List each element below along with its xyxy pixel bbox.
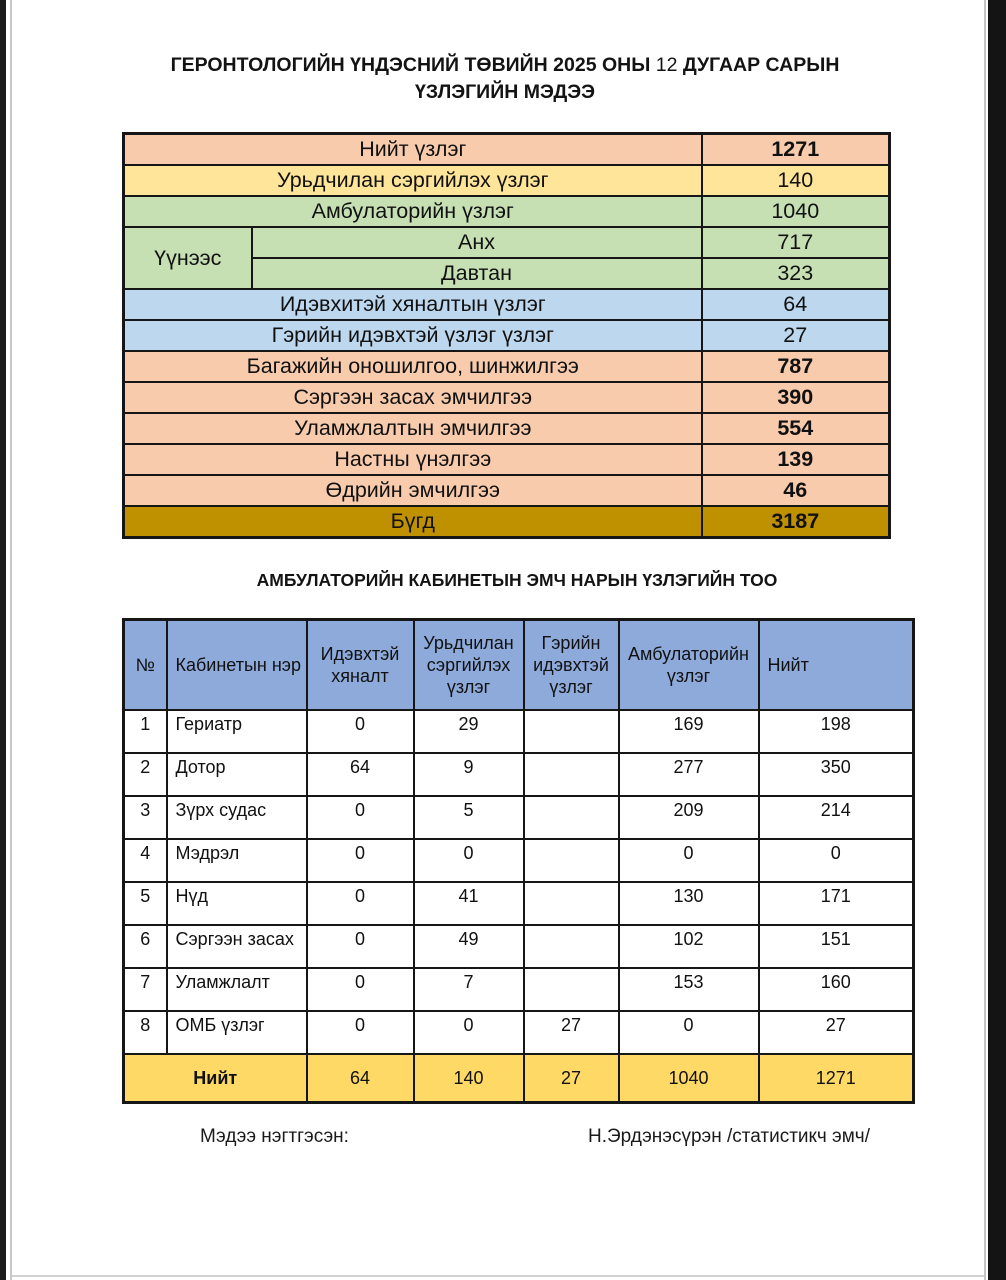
table-row bbox=[124, 796, 914, 839]
cell-no: 3 bbox=[124, 796, 167, 839]
cell-home bbox=[524, 710, 619, 753]
cell-home bbox=[524, 968, 619, 1011]
table-row bbox=[124, 196, 890, 227]
title-line2: ҮЗЛЭГИЙН МЭДЭЭ bbox=[415, 81, 595, 103]
summary-table bbox=[122, 132, 891, 539]
cell-ambulatory: 0 bbox=[619, 1011, 759, 1054]
cell-active: 0 bbox=[307, 796, 414, 839]
summary-row-label: Сэргээн засах эмчилгээ bbox=[124, 382, 702, 413]
cell-cabinet-name: ОМБ үзлэг bbox=[167, 1011, 307, 1054]
cell-no: 1 bbox=[124, 710, 167, 753]
doctor-table bbox=[122, 618, 915, 1104]
cell-cabinet-name: Зүрх судас bbox=[167, 796, 307, 839]
summary-row-value: 1271 bbox=[702, 134, 890, 166]
table-row bbox=[124, 968, 914, 1011]
cell-ambulatory: 102 bbox=[619, 925, 759, 968]
column-header-total: Нийт bbox=[759, 620, 914, 711]
cell-total: 0 bbox=[759, 839, 914, 882]
scan-edge-left-line bbox=[10, 0, 12, 1280]
total-row-label: Нийт bbox=[124, 1054, 307, 1103]
summary-row-value: 64 bbox=[702, 289, 890, 320]
footer-compiled-by-label: Мэдээ нэгтгэсэн: bbox=[200, 1126, 349, 1147]
cell-active: 64 bbox=[307, 753, 414, 796]
cell-active: 0 bbox=[307, 710, 414, 753]
cell-ambulatory: 277 bbox=[619, 753, 759, 796]
cell-no: 4 bbox=[124, 839, 167, 882]
cell-total: 151 bbox=[759, 925, 914, 968]
cell-no: 6 bbox=[124, 925, 167, 968]
cell-cabinet-name: Мэдрэл bbox=[167, 839, 307, 882]
cell-cabinet-name: Дотор bbox=[167, 753, 307, 796]
cell-preventive: 5 bbox=[414, 796, 524, 839]
column-header-no: № bbox=[124, 620, 167, 711]
cell-preventive: 9 bbox=[414, 753, 524, 796]
summary-row-label: Давтан bbox=[252, 258, 702, 289]
summary-row-label: Өдрийн эмчилгээ bbox=[124, 475, 702, 506]
table-row bbox=[124, 165, 890, 196]
cell-home bbox=[524, 796, 619, 839]
summary-row-value: 323 bbox=[702, 258, 890, 289]
cell-ambulatory: 0 bbox=[619, 839, 759, 882]
cell-home bbox=[524, 925, 619, 968]
cell-cabinet-name: Нүд bbox=[167, 882, 307, 925]
cell-active: 0 bbox=[307, 882, 414, 925]
table-row-total bbox=[124, 1054, 914, 1103]
summary-row-label: Уламжлалтын эмчилгээ bbox=[124, 413, 702, 444]
summary-row-value: 3187 bbox=[702, 506, 890, 538]
summary-row-value: 27 bbox=[702, 320, 890, 351]
cell-total: 350 bbox=[759, 753, 914, 796]
table-row bbox=[124, 753, 914, 796]
cell-home bbox=[524, 839, 619, 882]
cell-active: 0 bbox=[307, 925, 414, 968]
summary-row-value: 1040 bbox=[702, 196, 890, 227]
table-row bbox=[124, 1011, 914, 1054]
cell-no: 7 bbox=[124, 968, 167, 1011]
cell-total: 160 bbox=[759, 968, 914, 1011]
cell-ambulatory: 130 bbox=[619, 882, 759, 925]
cell-total: 214 bbox=[759, 796, 914, 839]
summary-row-value: 46 bbox=[702, 475, 890, 506]
cell-total: 171 bbox=[759, 882, 914, 925]
summary-row-value: 717 bbox=[702, 227, 890, 258]
table-row bbox=[124, 289, 890, 320]
cell-preventive: 0 bbox=[414, 839, 524, 882]
cell-preventive: 41 bbox=[414, 882, 524, 925]
cell-preventive: 7 bbox=[414, 968, 524, 1011]
cell-preventive: 29 bbox=[414, 710, 524, 753]
cell-cabinet-name: Уламжлалт bbox=[167, 968, 307, 1011]
title-month-number: 12 bbox=[655, 54, 678, 76]
title-line1-after: ДУГААР САРЫН bbox=[682, 54, 840, 76]
doctor-table-title: АМБУЛАТОРИЙН КАБИНЕТЫН ЭМЧ НАРЫН ҮЗЛЭГИЙН ТОО bbox=[256, 570, 778, 590]
column-header-active-control: Идэвхтэй хяналт bbox=[307, 620, 414, 711]
table-row bbox=[124, 320, 890, 351]
cell-cabinet-name: Гериатр bbox=[167, 710, 307, 753]
summary-row-value: 139 bbox=[702, 444, 890, 475]
table-row bbox=[124, 351, 890, 382]
summary-row-label: Настны үнэлгээ bbox=[124, 444, 702, 475]
table-row bbox=[124, 710, 914, 753]
cell-no: 8 bbox=[124, 1011, 167, 1054]
summary-row-label: Нийт үзлэг bbox=[124, 134, 702, 166]
cell-no: 5 bbox=[124, 882, 167, 925]
cell-home: 27 bbox=[524, 1011, 619, 1054]
summary-row-label: Урьдчилан сэргийлэх үзлэг bbox=[124, 165, 702, 196]
cell-ambulatory: 153 bbox=[619, 968, 759, 1011]
table-row bbox=[124, 227, 890, 258]
cell-home bbox=[524, 753, 619, 796]
page-title bbox=[122, 52, 888, 106]
table-row bbox=[124, 925, 914, 968]
column-header-home-active: Гэрийн идэвхтэй үзлэг bbox=[524, 620, 619, 711]
summary-row-label: Идэвхитэй хяналтын үзлэг bbox=[124, 289, 702, 320]
table-row bbox=[124, 413, 890, 444]
cell-active: 0 bbox=[307, 968, 414, 1011]
total-active: 64 bbox=[307, 1054, 414, 1103]
column-header-ambulatory: Амбулаторийн үзлэг bbox=[619, 620, 759, 711]
table-row bbox=[124, 444, 890, 475]
summary-row-value: 787 bbox=[702, 351, 890, 382]
scan-edge-right bbox=[988, 0, 1006, 1280]
cell-total: 198 bbox=[759, 710, 914, 753]
scan-edge-right-line bbox=[984, 0, 986, 1280]
cell-preventive: 0 bbox=[414, 1011, 524, 1054]
table-row bbox=[124, 134, 890, 166]
total-total: 1271 bbox=[759, 1054, 914, 1103]
table-row bbox=[124, 882, 914, 925]
total-ambulatory: 1040 bbox=[619, 1054, 759, 1103]
cell-ambulatory: 169 bbox=[619, 710, 759, 753]
summary-row-label: Багажийн оношилгоо, шинжилгээ bbox=[124, 351, 702, 382]
column-header-preventive: Урьдчилан сэргийлэх үзлэг bbox=[414, 620, 524, 711]
summary-row-value: 390 bbox=[702, 382, 890, 413]
total-home: 27 bbox=[524, 1054, 619, 1103]
cell-total: 27 bbox=[759, 1011, 914, 1054]
doctor-table-header-row bbox=[124, 620, 914, 711]
title-line1-before: ГЕРОНТОЛОГИЙН ҮНДЭСНИЙ ТӨВИЙН 2025 ОНЫ bbox=[170, 54, 651, 76]
cell-no: 2 bbox=[124, 753, 167, 796]
cell-active: 0 bbox=[307, 1011, 414, 1054]
cell-home bbox=[524, 882, 619, 925]
summary-row-label: Анх bbox=[252, 227, 702, 258]
table-row bbox=[124, 382, 890, 413]
scan-edge-left bbox=[0, 0, 6, 1280]
summary-row-label: Амбулаторийн үзлэг bbox=[124, 196, 702, 227]
total-preventive: 140 bbox=[414, 1054, 524, 1103]
summary-group-label: Үүнээс bbox=[124, 227, 252, 289]
summary-row-value: 140 bbox=[702, 165, 890, 196]
footer-signature: Н.Эрдэнэсүрэн /статистикч эмч/ bbox=[588, 1126, 870, 1147]
summary-row-label: Гэрийн идэвхтэй үзлэг үзлэг bbox=[124, 320, 702, 351]
table-row bbox=[124, 475, 890, 506]
table-row bbox=[124, 839, 914, 882]
cell-cabinet-name: Сэргээн засах bbox=[167, 925, 307, 968]
cell-preventive: 49 bbox=[414, 925, 524, 968]
summary-row-label: Бүгд bbox=[124, 506, 702, 538]
table-row-grand-total bbox=[124, 506, 890, 538]
summary-row-value: 554 bbox=[702, 413, 890, 444]
cell-ambulatory: 209 bbox=[619, 796, 759, 839]
cell-active: 0 bbox=[307, 839, 414, 882]
column-header-cabinet: Кабинетын нэр bbox=[167, 620, 307, 711]
scan-edge-bottom bbox=[12, 1275, 984, 1277]
